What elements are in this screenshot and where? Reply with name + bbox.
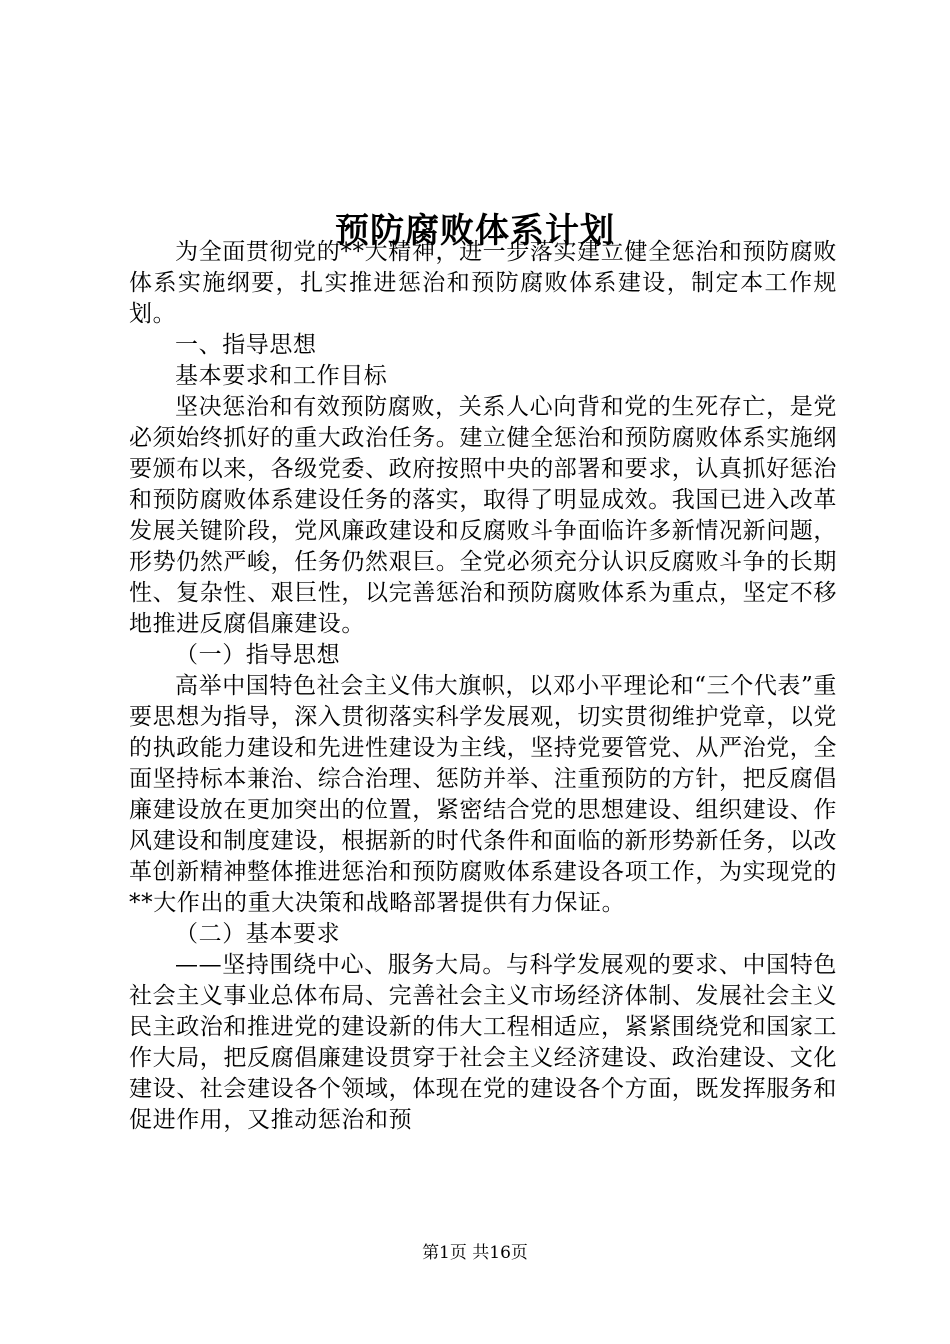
- subsection-heading-1: （一）指导思想: [175, 642, 341, 668]
- section-subheading-requirements-goals: 基本要求和工作目标: [175, 363, 388, 389]
- paragraph-basic-requirements: ——坚持围绕中心、服务大局。与科学发展观的要求、中国特色社会主义事业总体布局、完善社会主义市场经济体制、发展社会主义民主政治和推进党的建设新的伟大工程相适应，紧紧围绕党和国家工作大局，把反腐倡廉建设贯穿于社会主义经济建设、政治建设、文化建设、社会建设各个领域，体现在党的建设各个方面，既发挥服务和促进作用，又推动惩治和预: [129, 952, 837, 1133]
- document-title: 预防腐败体系计划: [335, 210, 615, 251]
- subsection-heading-2: （二）基本要求: [175, 921, 341, 947]
- page-footer: 第1页 共16页: [422, 1243, 528, 1263]
- document-body: [129, 237, 837, 1136]
- section-heading-guiding-thought: 一、指导思想: [175, 332, 317, 358]
- paragraph-guiding-thought: 高举中国特色社会主义伟大旗帜，以邓小平理论和“三个代表”重要思想为指导，深入贯彻落实科学发展观，切实贯彻维护党章，以党的执政能力建设和先进性建设为主线，坚持党要管党、从严治党，全面坚持标本兼治、综合治理、惩防并举、注重预防的方针，把反腐倡廉建设放在更加突出的位置，紧密结合党的思想建设、组织建设、作风建设和制度建设，根据新的时代条件和面临的新形势新任务，以改革创新精神整体推进惩治和预防腐败体系建设各项工作，为实现党的**大作出的重大决策和战略部署提供有力保证。: [129, 673, 837, 916]
- paragraph-background: 坚决惩治和有效预防腐败，关系人心向背和党的生死存亡，是党必须始终抓好的重大政治任务。建立健全惩治和预防腐败体系实施纲要颁布以来，各级党委、政府按照中央的部署和要求，认真抓好惩治和预防腐败体系建设任务的落实，取得了明显成效。我国已进入改革发展关键阶段，党风廉政建设和反腐败斗争面临许多新情况新问题，形势仍然严峻，任务仍然艰巨。全党必须充分认识反腐败斗争的长期性、复杂性、艰巨性，以完善惩治和预防腐败体系为重点，坚定不移地推进反腐倡廉建设。: [129, 394, 837, 637]
- paragraph-intro: 为全面贯彻党的**大精神，进一步落实建立健全惩治和预防腐败体系实施纲要，扎实推进惩治和预防腐败体系建设，制定本工作规划。: [129, 239, 837, 327]
